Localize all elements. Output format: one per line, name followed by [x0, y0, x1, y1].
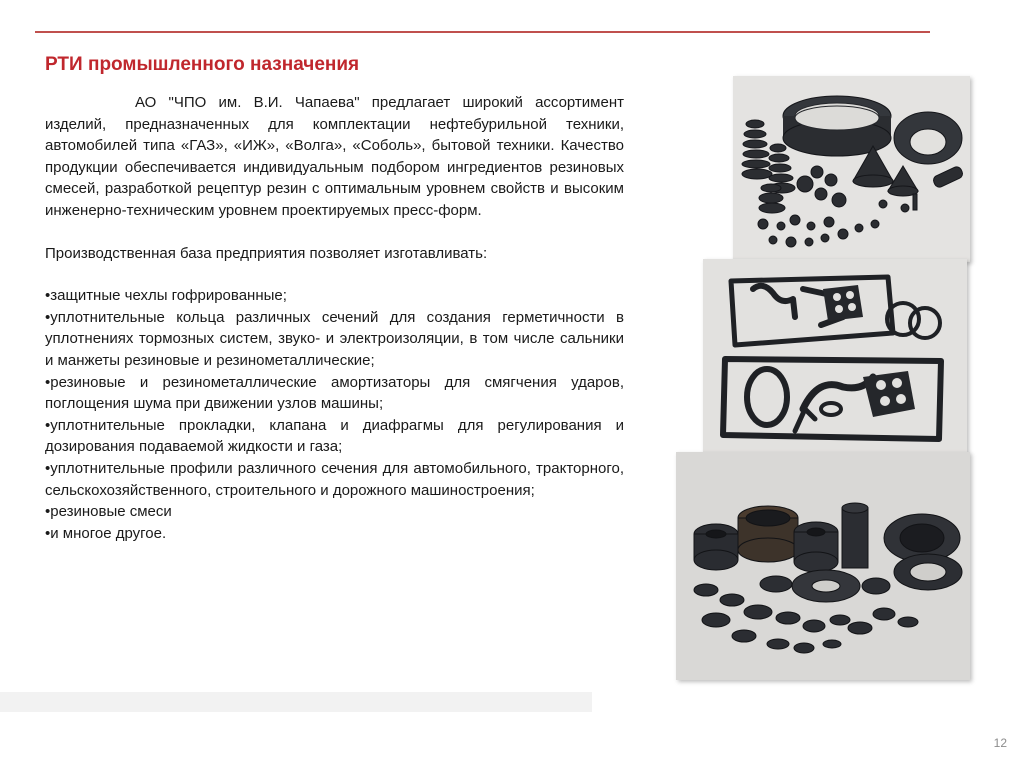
bullet-item: •резиновые и резинометаллические амортизаторы для смягчения ударов, поглощения шума при движении узлов машины; — [45, 373, 624, 413]
photo-gaskets — [703, 259, 967, 453]
photo-bushings — [676, 452, 970, 680]
bullet-item: •уплотнительные профили различного сечения для автомобильного, тракторного, сельскохозяйственного, строительного и дорожного машиностроения; — [45, 459, 624, 499]
lead-paragraph: Производственная база предприятия позволяет изготавливать: — [45, 244, 488, 262]
bullet-item: •резиновые смеси — [45, 503, 172, 521]
bullet-item: •уплотнительные прокладки, клапана и диафрагмы для регулирования и дозирования подаваемой жидкости и газа; — [45, 416, 624, 456]
bullet-item: •и многое другое. — [45, 524, 167, 542]
body-text — [45, 92, 624, 544]
page-number: 12 — [993, 736, 1007, 750]
slide-title: РТИ промышленного назначения — [45, 54, 360, 75]
top-rule — [35, 31, 930, 33]
photo-bellows-and-rings — [733, 76, 970, 262]
bottom-band — [0, 692, 592, 712]
bullet-item: •защитные чехлы гофрированные; — [45, 287, 287, 305]
intro-paragraph: АО "ЧПО им. В.И. Чапаева" предлагает широкий ассортимент изделий, предназначенных для комплектации нефтебурильной техники, автомобилей типа «ГАЗ», «ИЖ», «Волга», «Соболь», бытовой техники. Качество продукции обеспечивается индивидуальным подбором ингредиентов резиновых смесей, разработкой рецептур резин с оптимальным уровнем свойств и высоким инженерно-техническим уровнем проектируемых пресс-форм. — [45, 94, 624, 219]
bullet-item: •уплотнительные кольца различных сечений для создания герметичности в уплотнениях тормозных систем, звуко- и электроизоляции, в том числе сальники и манжеты резиновые и резинометаллические; — [45, 308, 624, 369]
